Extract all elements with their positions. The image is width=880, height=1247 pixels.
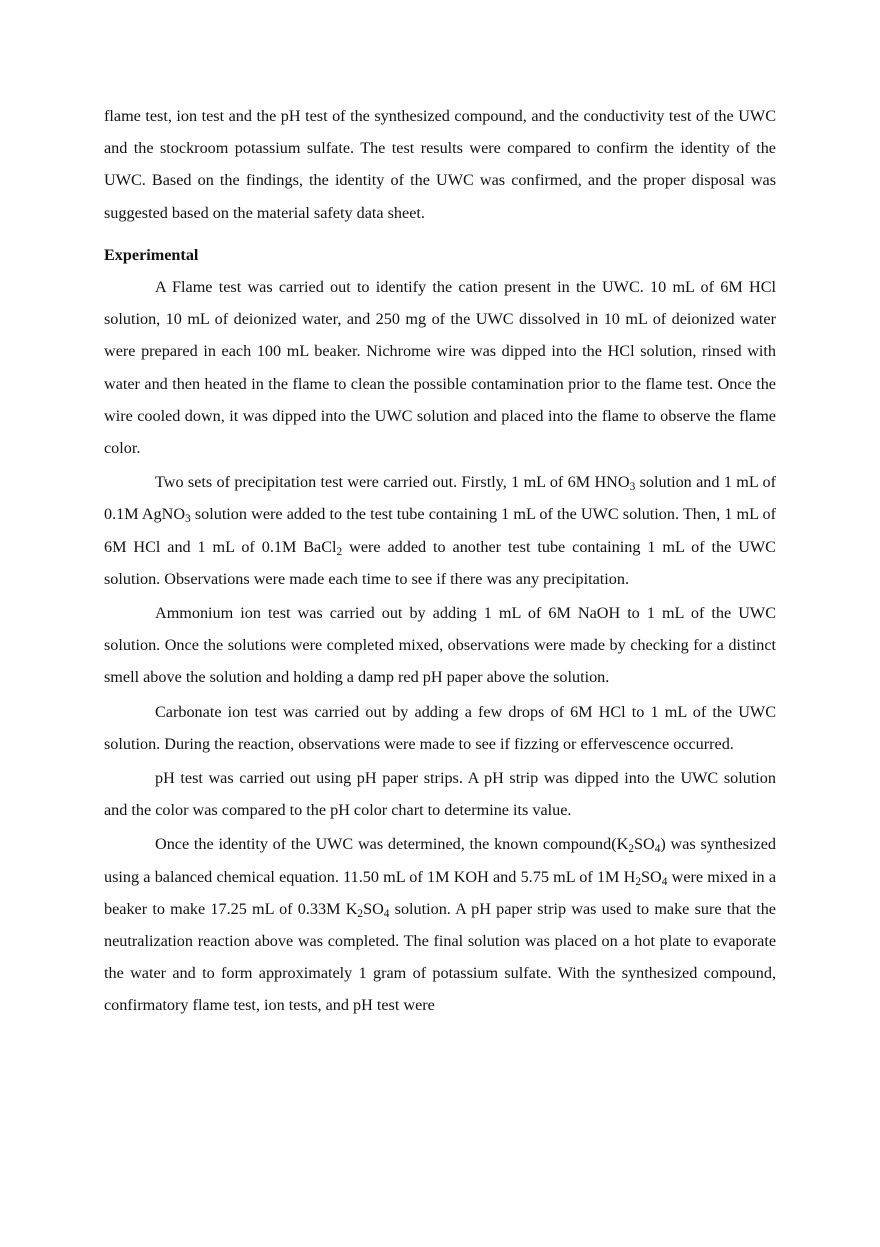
ph-test-paragraph: pH test was carried out using pH paper strips. A pH strip was dipped into the UWC solution and the color was compared to the pH color chart to determine its value. [104, 769, 776, 820]
precipitation-test-paragraph: Two sets of precipitation test were carried out. Firstly, 1 mL of 6M $HNO_3$ solution and 1 mL of 0.1M AgNO$_3$ solution were added to the test tube containing 1 mL of the UWC solution. Then, 1 mL of 6M HCl and 1 mL of 0.1M BaCl$_2$ were added to another test tube containing 1 mL of the UWC solution. Observations were made each time to see if there was any precipitation. [104, 473, 776, 588]
intro-paragraph: flame test, ion test and the pH test of the synthesized compound, and the conductivity test of the UWC and the stockroom potassium sulfate. The test results were compared to confirm the identity of the UWC. Based on the findings, the identity of the UWC was confirmed, and the proper disposal was suggested based on the material safety data sheet. [104, 107, 776, 222]
section-heading: Experimental [104, 245, 199, 264]
document-page [104, 100, 776, 1022]
ammonium-test-paragraph: Ammonium ion test was carried out by adding 1 mL of 6M NaOH to 1 mL of the UWC solution. Once the solutions were completed mixed, observations were made by checking for a distinct smell above the solution and holding a damp red pH paper above the solution. [104, 604, 776, 687]
carbonate-test-paragraph: Carbonate ion test was carried out by adding a few drops of 6M HCl to 1 mL of the UWC solution. During the reaction, observations were made to see if fizzing or effervescence occurred. [104, 702, 776, 753]
flame-test-paragraph: A Flame test was carried out to identify the cation present in the UWC. 10 mL of 6M HCl solution, 10 mL of deionized water, and 250 mg of the UWC dissolved in 10 mL of deionized water were prepared in each 100 mL beaker. Nichrome wire was dipped into the HCl solution, rinsed with water and then heated in the flame to clean the possible contamination prior to the flame test. Once the wire cooled down, it was dipped into the UWC solution and placed into the flame to observe the flame color. [104, 278, 776, 458]
synthesis-paragraph: Once the identity of the UWC was determined, the known $compound(K_2SO_4)$ was synthesized using a balanced chemical equation. 11.50 mL of 1M KOH and 5.75 mL of 1M $H_2SO_4$ were mixed in a beaker to make 17.25 mL of 0.33M $K_2SO_4$ solution. A pH paper strip was used to make sure that the neutralization reaction above was completed. The final solution was placed on a hot plate to evaporate the water and to form approximately 1 gram of potassium sulfate. With the synthesized compound, confirmatory flame test, ion tests, and pH test were [104, 835, 776, 1015]
